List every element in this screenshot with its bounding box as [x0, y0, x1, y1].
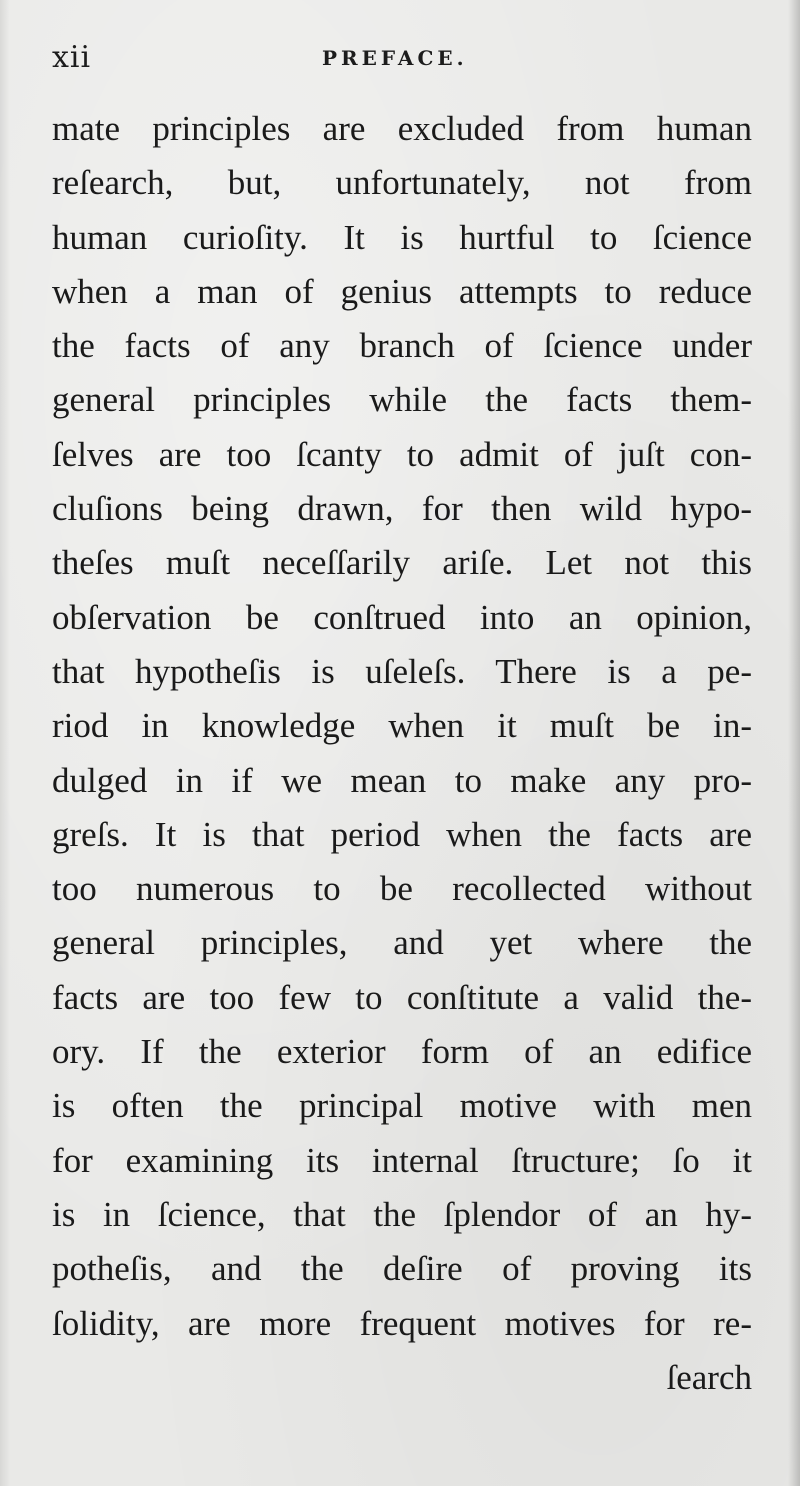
text-line: reſearch, but, unfortunately, not from — [52, 163, 752, 203]
text-line: is in ſcience, that the ſplendor of an hy- — [52, 1194, 752, 1234]
text-line: human curioſity. It is hurtful to ſcience — [52, 217, 752, 257]
text-line: ory. If the exterior form of an edifice — [52, 1032, 752, 1072]
page-edge-shadow-right — [788, 0, 800, 1486]
text-line: greſs. It is that period when the facts are — [52, 814, 752, 854]
text-line: ſelves are too ſcanty to admit of juſt con- — [52, 434, 752, 474]
running-head — [52, 40, 752, 80]
page-edge-shadow-left — [0, 0, 10, 1486]
text-line: cluſions being drawn, for then wild hypo- — [52, 489, 752, 529]
catchword: ſearch — [666, 1357, 752, 1397]
text-line: dulged in if we mean to make any pro- — [52, 760, 752, 800]
text-line: general principles, and yet where the — [52, 923, 752, 963]
page-number: xii — [52, 40, 92, 75]
text-line: for examining its internal ſtructure; ſo it — [52, 1140, 752, 1180]
running-head-title: PREFACE. — [322, 46, 468, 70]
text-line: riod in knowledge when it muſt be in- — [52, 706, 752, 746]
text-line: the facts of any branch of ſcience under — [52, 326, 752, 366]
body-text — [52, 102, 752, 1405]
text-line: is often the principal motive with men — [52, 1086, 752, 1126]
text-line: theſes muſt neceſſarily ariſe. Let not this — [52, 543, 752, 583]
text-line: that hypotheſis is uſeleſs. There is a pe- — [52, 651, 752, 691]
text-line: too numerous to be recollected without — [52, 869, 752, 909]
text-line: facts are too few to conſtitute a valid the- — [52, 977, 752, 1017]
text-line: when a man of genius attempts to reduce — [52, 271, 752, 311]
text-line: general principles while the facts them- — [52, 380, 752, 420]
text-line: potheſis, and the deſire of proving its — [52, 1249, 752, 1289]
text-line: obſervation be conſtrued into an opinion, — [52, 597, 752, 637]
text-line: ſolidity, are more frequent motives for re- — [52, 1303, 752, 1343]
text-line: mate principles are excluded from human — [52, 109, 752, 148]
